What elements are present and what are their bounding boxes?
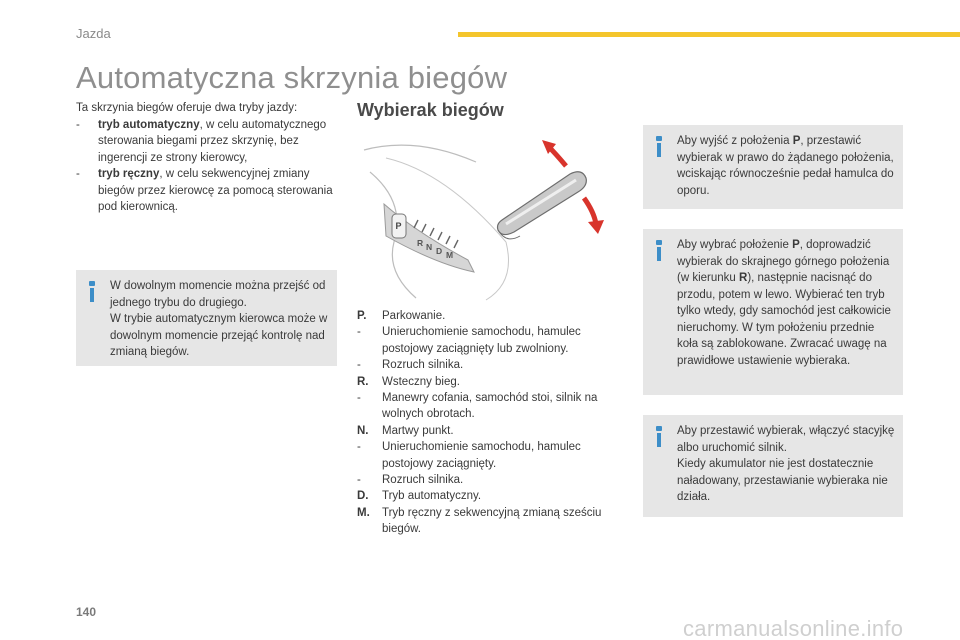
info-icon: [654, 426, 664, 448]
intro-text: [76, 100, 340, 216]
desc-key: -: [357, 392, 361, 405]
desc-text: Unieruchomienie samochodu, hamulec postojowy zaciągnięty.: [382, 441, 581, 470]
desc-key: M.: [357, 506, 370, 519]
desc-text: Tryb ręczny z sekwencyjną zmianą sześciu biegów.: [382, 506, 602, 536]
info-icon: [654, 136, 664, 158]
section-label: Jazda: [76, 26, 111, 41]
info-icon: [654, 240, 664, 262]
desc-row: [357, 439, 627, 472]
info-box-text: Aby wybrać położenie P, doprowadzić wybierak do skrajnego górnego położenia (w kierunku R), następnie nacisnąć do przodu, potem w lewo. Wybierać ten tryb tylko wtedy, gdy samochód jest całkowicie nieruchomy. W tym położeniu przednie koła są zablokowane. Zwracać uwagę na prawidłowe ustawienie wybieraka.: [677, 239, 891, 367]
position-descriptions: [357, 308, 627, 538]
dial-letter-r: R: [417, 238, 424, 248]
desc-text: Rozruch silnika.: [382, 359, 464, 372]
desc-key: -: [357, 474, 361, 487]
intro-lead: Ta skrzynia biegów oferuje dwa tryby jazdy:: [76, 102, 298, 114]
info-box-text: Aby wyjść z położenia P, przestawić wybierak w prawo do żądanego położenia, wciskając równocześnie pedał hamulca do oporu.: [677, 135, 894, 197]
desc-row: [357, 423, 627, 439]
dial-letter-m: M: [446, 250, 454, 260]
intro-item-term: tryb automatyczny: [98, 118, 200, 131]
desc-key: P.: [357, 310, 367, 322]
desc-row: [357, 357, 627, 373]
desc-row: [357, 324, 627, 357]
info-icon: [87, 281, 97, 303]
accent-bar: [458, 32, 960, 37]
desc-row: [357, 472, 627, 488]
desc-key: -: [357, 326, 361, 339]
desc-row: [357, 308, 627, 324]
list-dash: -: [76, 118, 80, 131]
desc-text: Rozruch silnika.: [382, 474, 464, 487]
info-box-text: W dowolnym momencie można przejść od jednego trybu do drugiego. W trybie automatycznym kierowca może w dowolnym momencie przejąć kontrolę nad zmianą biegów.: [110, 280, 328, 358]
desc-text: Tryb automatyczny.: [382, 490, 482, 503]
desc-text: Wsteczny bieg.: [382, 375, 460, 388]
desc-key: D.: [357, 490, 369, 503]
desc-key: N.: [357, 424, 369, 437]
info-box-modes: [76, 270, 337, 366]
dial-letter-n: N: [426, 242, 433, 252]
desc-row: [357, 505, 627, 538]
gear-selector-illustration: [356, 132, 618, 302]
info-box-leave-p: [643, 125, 903, 209]
intro-item-automatic: [76, 117, 340, 167]
intro-item-desc: , w celu automatycznego sterowania biegami przez skrzynię, bez ingerencji ze strony kierowcy,: [98, 118, 327, 164]
intro-item-manual: [76, 166, 340, 216]
intro-item-desc: , w celu sekwencyjnej zmiany biegów przez kierowcę za pomocą sterowania pod kierownicą.: [98, 168, 333, 213]
desc-row: [357, 390, 627, 423]
desc-text: Martwy punkt.: [382, 424, 454, 437]
desc-text: Unieruchomienie samochodu, hamulec postojowy zaciągnięty lub zwolniony.: [382, 326, 581, 355]
page-title: Automatyczna skrzynia biegów: [76, 60, 508, 95]
info-box-text: Aby przestawić wybierak, włączyć stacyjkę albo uruchomić silnik. Kiedy akumulator nie jest dostatecznie naładowany, przestawianie wybieraka nie działa.: [677, 425, 895, 503]
list-dash: -: [76, 168, 80, 180]
desc-key: R.: [357, 375, 369, 388]
desc-text: Parkowanie.: [382, 310, 446, 322]
selector-heading: Wybierak biegów: [357, 100, 504, 120]
info-box-ignition: [643, 415, 903, 517]
desc-row: [357, 374, 627, 390]
watermark: carmanualsonline.info: [683, 616, 904, 640]
desc-key: -: [357, 441, 361, 454]
desc-row: [357, 488, 627, 504]
dial-letter-p: P: [395, 221, 402, 231]
dial-letter-d: D: [436, 246, 443, 256]
gear-selector-drawing: [356, 132, 618, 302]
page-number: 140: [76, 605, 97, 619]
desc-key: -: [357, 359, 361, 372]
info-box-select-p: [643, 229, 903, 395]
desc-text: Manewry cofania, samochód stoi, silnik na wolnych obrotach.: [382, 392, 598, 421]
intro-item-term: tryb ręczny: [98, 168, 160, 180]
